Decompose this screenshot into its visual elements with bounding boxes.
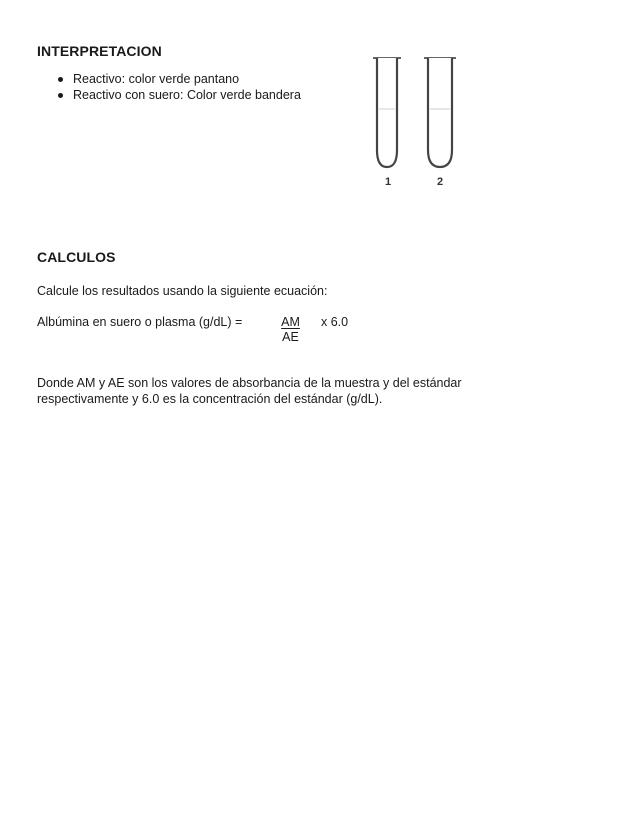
- calculos-explanation-line2: respectivamente y 6.0 es la concentración del estándar (g/dL).: [37, 392, 383, 406]
- calculos-explanation-line1: Donde AM y AE son los valores de absorbancia de la muestra y del estándar: [37, 376, 462, 390]
- equation-denominator: AE: [282, 330, 299, 344]
- equation-multiplier: x 6.0: [321, 315, 349, 329]
- equation-lhs: Albúmina en suero o plasma (g/dL) =: [37, 315, 243, 329]
- list-item: Reactivo con suero: Color verde bandera: [73, 88, 301, 102]
- list-item: Reactivo: color verde pantano: [73, 71, 301, 87]
- equation-numerator: AM: [281, 315, 300, 329]
- tube-label-2: 2: [436, 176, 444, 188]
- calculos-heading: CALCULOS: [37, 249, 116, 265]
- calculos-intro: Calcule los resultados usando la siguiente ecuación:: [37, 284, 328, 298]
- test-tube-2: [424, 58, 456, 167]
- interpretacion-heading: INTERPRETACION: [37, 43, 162, 59]
- test-tube-1: [373, 58, 401, 167]
- tube-label-1: 1: [384, 176, 392, 188]
- test-tubes-figure: [368, 55, 468, 190]
- interpretacion-list: [73, 71, 301, 103]
